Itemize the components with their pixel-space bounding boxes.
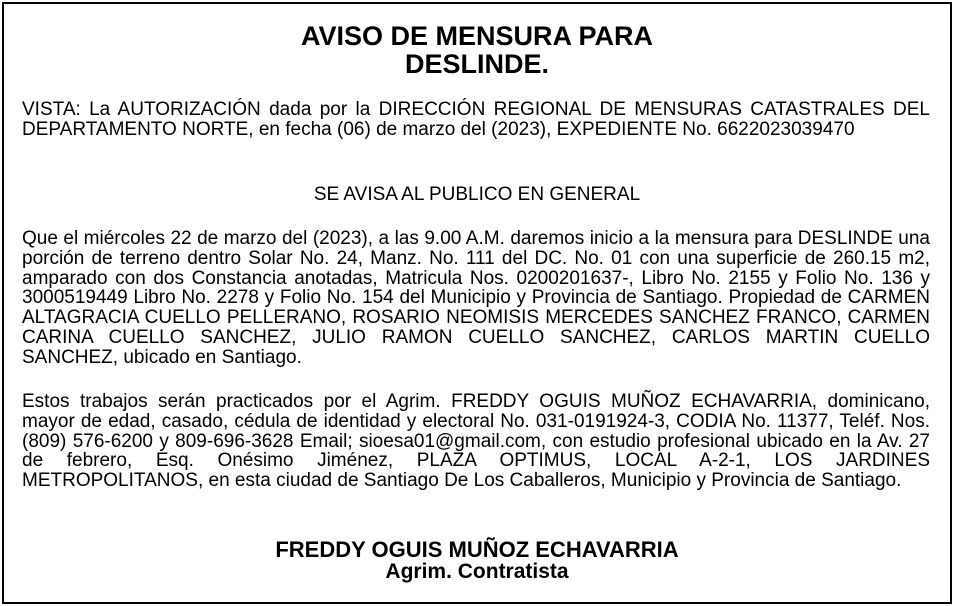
signature-block <box>4 539 950 582</box>
notice-title <box>4 22 950 78</box>
signature-role: Agrim. Contratista <box>385 560 569 583</box>
vista-paragraph: VISTA: La AUTORIZACIÓN dada por la DIRECCIÓN REGIONAL DE MENSURAS CATASTRALES DEL DEPARTAMENTO NORTE, en fecha (06) de marzo del (2023), EXPEDIENTE No. 6622023039470 <box>22 99 930 140</box>
title-line-2: DESLINDE. <box>404 49 550 79</box>
survey-details-paragraph: Que el miércoles 22 de marzo del (2023), a las 9.00 A.M. daremos inicio a la mensura para DESLINDE una porción de terreno dentro Solar No. 24, Manz. No. 111 del DC. No. 01 con una superficie de 260.15 m2, amparado con dos Constancia anotadas, Matricula Nos. 0200201637-, Libro No. 2155 y Folio No. 136 y 3000519449 Libro No. 2278 y Folio No. 154 del Municipio y Provincia de Santiago. Propiedad de CARMEN ALTAGRACIA CUELLO PELLERANO, ROSARIO NEOMISIS MERCEDES SANCHEZ FRANCO, CARMEN CARINA CUELLO SANCHEZ, JULIO RAMON CUELLO SANCHEZ, CARLOS MARTIN CUELLO SANCHEZ, ubicado en Santiago. <box>22 228 930 368</box>
legal-notice <box>2 2 952 604</box>
surveyor-paragraph: Estos trabajos serán practicados por el Agrim. FREDDY OGUIS MUÑOZ ECHAVARRIA, dominicano, mayor de edad, casado, cédula de identidad y electoral No. 031-0191924-3, CODIA No. 11377, Teléf. Nos. (809) 576-6200 y 809-696-3628 Email; sioesa01@gmail.com, con estudio profesional ubicado en la Av. 27 de febrero, Esq. Onésimo Jiménez, PLAZA OPTIMUS, LOCAL A-2-1, LOS JARDINES METROPOLITANOS, en esta ciudad de Santiago De Los Caballeros, Municipio y Provincia de Santiago. <box>22 391 930 492</box>
signature-name: FREDDY OGUIS MUÑOZ ECHAVARRIA <box>275 537 679 562</box>
title-line-1: AVISO DE MENSURA PARA <box>300 21 654 51</box>
public-notice-line: SE AVISA AL PUBLICO EN GENERAL <box>313 184 641 205</box>
